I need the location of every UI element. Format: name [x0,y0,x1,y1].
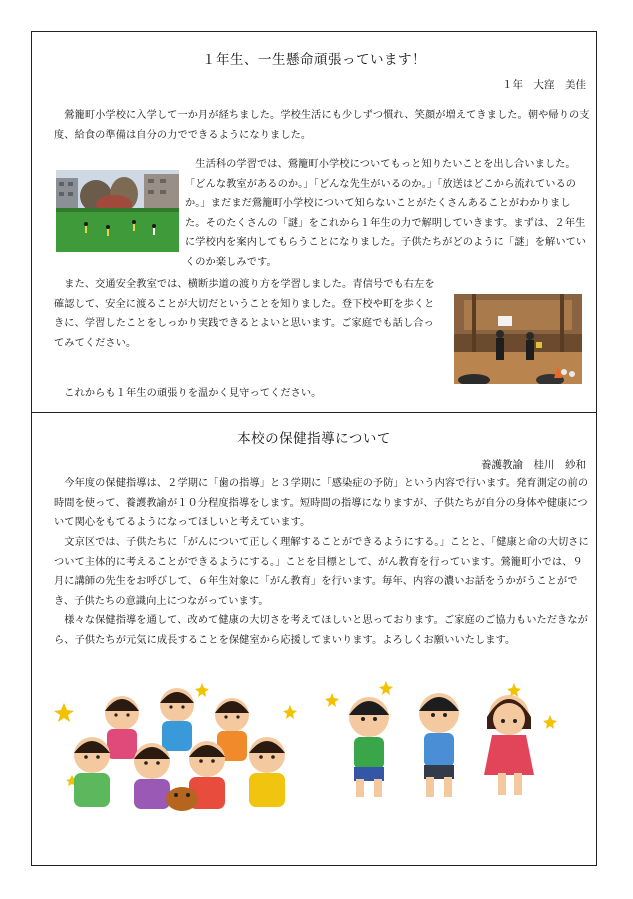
article-1-paragraph-3: また、交通安全教室では、横断歩道の渡り方を学習しました。青信号でも右左を確認して、安全に渡ることが大切だということを知りました。登下校や町を歩くときに、学習したことをしっかり実践できるとよいと思います。ご家庭でも話し合ってみてください。 [54,279,435,349]
article-1-author: １年 大窪 美佳 [502,79,586,91]
article-1-paragraph-2: 生活科の学習では、鶯籠町小学校についてもっと知りたいことを出し合いました。「どんな教室があるのか。」「どんな先生がいるのか。」「放送はどこから流れているのか。」まだまだ鶯籠町小学校について知らないことがたくさんあることがわかりました。そのたくさんの「謎」をこれから１年生の力で解明していきます。まずは、２年生に学校内を案内してもらうことになりました。子供たちがどのように「謎」を解いていくのか楽しみです。 [185,159,587,268]
article-2-paragraph-3: 様々な保健指導を通して、改めて健康の大切さを考えてほしいと思っております。ご家庭のご協力もいただきながら、子供たちが元気に成長することを保健室から応援してまいります。よろしくお願いいたします。 [54,615,588,646]
article-1-title: １年生、一生懸命頑張っています！ [202,52,426,68]
article-2-paragraph-1: 今年度の保健指導は、２学期に「歯の指導」と３学期に「感染症の予防」という内容で行います。発育測定の前の時間を使って、養護教諭が１０分程度指導をします。短時間の指導になりますが、子供たちが自分の身体や健康について関心をもてるようになってほしいと考えています。 [54,478,589,528]
article-2-box [31,412,597,866]
cheering-children-illustration [52,675,312,815]
school-grounds-photo [56,170,179,252]
article-1-paragraph-4: これからも１年生の頑張りを温かく見守ってください。 [54,388,322,399]
traffic-safety-class-photo [454,294,582,384]
article-2-author: 養護教諭 桂川 紗和 [481,459,586,471]
running-children-illustration [324,675,564,805]
article-1-box [31,31,597,413]
article-1-paragraph-1: 鶯籠町小学校に入学して一か月が経ちました。学校生活にも少しずつ慣れ、笑顔が増えてきました。朝や帰りの支度、給食の準備は自分の力でできるようになりました。 [54,110,590,141]
article-2-title: 本校の保健指導について [237,431,391,447]
article-2-paragraph-2: 文京区では、子供たちに「がんについて正しく理解することができるようにする。」ことと、「健康と命の大切さについて主体的に考えることができるようにする。」ことを目標として、がん教育を行っています。鶯籠町小では、９月に講師の先生をお呼びして、６年生対象に「がん教育」を行います。毎年、内容の濃いお話をうかがうことができ、子供たちの意識向上につながっています。 [54,537,589,607]
